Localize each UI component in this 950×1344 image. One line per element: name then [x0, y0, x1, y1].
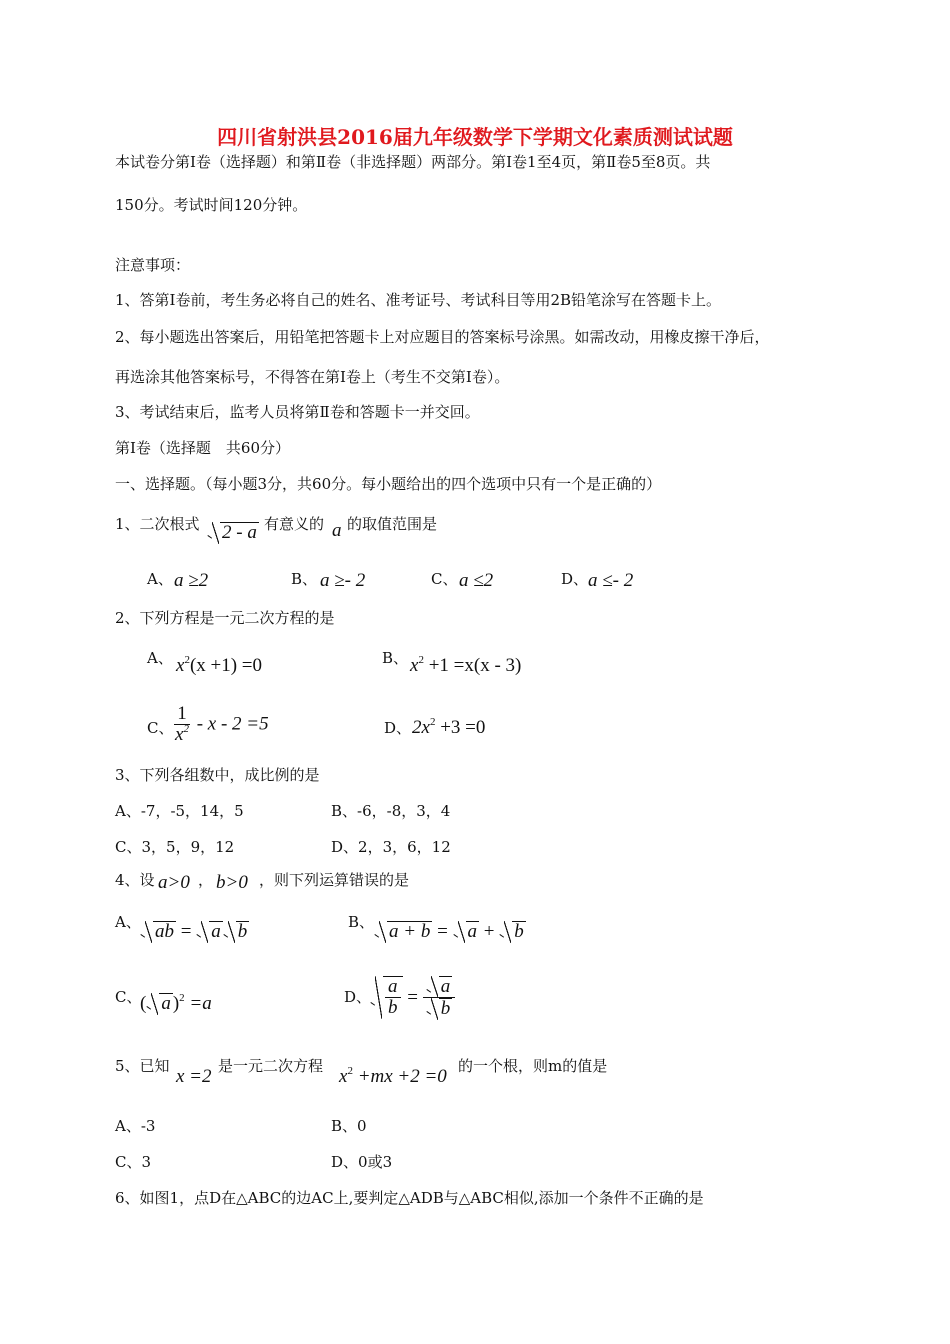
q5-option-a: A、-3: [115, 1117, 156, 1135]
q4-b-rad1: a + b: [389, 921, 431, 942]
q5-option-c: C、3: [115, 1153, 152, 1171]
q4-b-plus: +: [483, 921, 495, 942]
q4-option-a-label: A、: [115, 913, 141, 931]
q2-option-d: [412, 717, 485, 739]
q4-option-d: [370, 976, 455, 1020]
q2-a-exp: 2: [184, 654, 190, 666]
q1-option-d: a ≤- 2: [588, 570, 634, 591]
note-1: 1、答第Ⅰ卷前，考生务必将自己的姓名、准考证号、考试科目等用2B铅笔涂写在答题卡上。: [115, 291, 722, 309]
sqrt-symbol: [207, 522, 259, 544]
q1-option-a: a ≥2: [174, 570, 209, 591]
q4-c-exp: 2: [179, 992, 185, 1004]
q4-a-eq: =: [180, 921, 192, 942]
intro-line-2: 150分。考试时间120分钟。: [115, 196, 308, 214]
q3-option-d: D、2，3，6，12: [331, 838, 451, 856]
q4-d-rnum: a: [440, 976, 451, 997]
q4-c-close: ): [172, 993, 180, 1014]
sqrt-symbol: [370, 976, 403, 1019]
q2-option-c: [172, 704, 269, 746]
q4-condition-a: a>0: [158, 872, 190, 893]
q2-option-b-label: B、: [382, 649, 409, 667]
q5-eq-rest: +mx +2 =0: [352, 1066, 447, 1087]
q5-eq-exp: 2: [347, 1065, 353, 1077]
q4-stem-post: ，则下列运算错误的是: [259, 871, 410, 889]
q4-condition-b: b>0: [216, 872, 248, 893]
q4-stem-pre: 4、设: [115, 871, 155, 889]
q1-stem-post: 的取值范围是: [347, 515, 438, 533]
q5-stem-pre: 5、已知: [115, 1057, 170, 1075]
q4-d-num: a: [385, 977, 401, 998]
sqrt-symbol: [196, 921, 223, 943]
q2-c-den-exp: 2: [183, 722, 189, 735]
q4-c-open: (: [140, 993, 147, 1014]
q4-d-rden: b: [440, 997, 451, 1019]
q5-eq-base: x: [339, 1066, 348, 1087]
note-3: 3、考试结束后，监考人员将第Ⅱ卷和答题卡一并交回。: [115, 403, 480, 421]
q2-c-num: 1: [174, 704, 190, 725]
q1-radical: [207, 522, 259, 544]
q2-option-b: [410, 655, 521, 677]
q4-option-b: [374, 921, 526, 943]
q4-option-b-label: B、: [348, 913, 375, 931]
intro-line-1: 本试卷分第Ⅰ卷（选择题）和第Ⅱ卷（非选择题）两部分。第Ⅰ卷1至4页，第Ⅱ卷5至8页。共: [115, 153, 711, 171]
q1-option-b-label: B、: [291, 570, 318, 588]
q2-option-c-label: C、: [147, 719, 174, 737]
q5-stem-mid: 是一元二次方程: [218, 1057, 324, 1075]
sqrt-symbol: [426, 998, 453, 1020]
q4-d-eq: =: [407, 986, 418, 1008]
q4-d-fraction: [385, 977, 401, 1019]
q4-d-den: b: [388, 996, 398, 1018]
q1-stem-mid: 有意义的: [264, 515, 325, 533]
q2-b-base: x: [410, 655, 419, 676]
sqrt-symbol: [499, 921, 526, 943]
q2-b-rest: +1 =x(x - 3): [423, 655, 522, 676]
q2-option-d-label: D、: [384, 719, 412, 737]
q4-option-c: [140, 993, 212, 1015]
q3-stem: 3、下列各组数中，成比例的是: [115, 766, 320, 784]
q2-d-pre: 2x: [412, 717, 430, 738]
q2-c-fraction: [172, 704, 192, 746]
q5-option-b: B、0: [331, 1117, 367, 1135]
q6-stem: 6、如图1，点D在△ABC的边AC上,要判定△ADB与△ABC相似,添加一个条件不正确的是: [115, 1189, 704, 1207]
section-heading: 一、选择题。（每小题3分，共60分。每小题给出的四个选项中只有一个是正确的）: [115, 475, 662, 493]
q2-c-den: [172, 722, 192, 746]
q4-a-rad1: ab: [155, 921, 174, 942]
note-2a: 2、每小题选出答案后，用铅笔把答题卡上对应题目的答案标号涂黑。如需改动，用橡皮擦干净后，: [115, 328, 770, 346]
q1-option-a-label: A、: [147, 570, 173, 588]
part-1-heading: 第Ⅰ卷（选择题 共60分）: [115, 439, 291, 457]
q1-variable: a: [332, 520, 342, 541]
q4-option-c-label: C、: [115, 988, 142, 1006]
q5-equation: [339, 1066, 447, 1088]
q2-d-rest: +3 =0: [435, 717, 486, 738]
q2-d-exp: 2: [429, 716, 436, 728]
q2-c-den-base: x: [175, 723, 184, 745]
q1-option-d-label: D、: [561, 570, 589, 588]
q2-stem: 2、下列方程是一元二次方程的是: [115, 609, 335, 627]
sqrt-symbol: [453, 921, 480, 943]
q1-option-c: a ≤2: [459, 570, 494, 591]
q2-b-exp: 2: [418, 654, 424, 666]
q4-b-eq: =: [437, 921, 448, 942]
q2-option-a: [176, 655, 262, 677]
q2-c-rest: - x - 2 =5: [196, 713, 269, 735]
q4-separator: ，: [198, 871, 214, 889]
sqrt-symbol: [374, 921, 432, 943]
q1-stem-pre: 1、二次根式: [115, 515, 200, 533]
q4-a-rad3: b: [237, 921, 248, 942]
q5-root: x =2: [176, 1066, 212, 1087]
q4-c-rad: a: [161, 993, 171, 1014]
q1-radicand: 2 - a: [222, 522, 257, 543]
q3-option-c: C、3，5，9，12: [115, 838, 235, 856]
note-2b: 再选涂其他答案标号，不得答在第Ⅰ卷上（考生不交第Ⅰ卷）。: [115, 368, 510, 386]
q2-a-rest: (x +1) =0: [189, 655, 263, 676]
q5-option-d: D、0或3: [331, 1153, 393, 1171]
sqrt-symbol: [223, 921, 250, 943]
q4-d-rhs-fraction: [423, 976, 456, 1020]
q5-stem-post: 的一个根，则m的值是: [458, 1057, 608, 1075]
q4-c-rest: =a: [184, 993, 212, 1014]
q3-option-a: A、-7，-5，14，5: [115, 802, 244, 820]
sqrt-symbol: [146, 993, 173, 1015]
q4-option-a: [140, 921, 249, 943]
page-title: 四川省射洪县2016届九年级数学下学期文化素质测试试题: [217, 125, 733, 149]
q2-a-base: x: [176, 655, 185, 676]
q1-option-c-label: C、: [431, 570, 458, 588]
sqrt-symbol: [426, 976, 453, 997]
q4-a-rad2: a: [211, 921, 221, 942]
q4-b-rad2: a: [467, 921, 478, 942]
q3-option-b: B、-6，-8，3，4: [331, 802, 451, 820]
q1-option-b: a ≥- 2: [320, 570, 366, 591]
notes-heading: 注意事项：: [115, 256, 191, 274]
q4-option-d-label: D、: [344, 988, 372, 1006]
q2-option-a-label: A、: [147, 649, 173, 667]
sqrt-symbol: [140, 921, 176, 943]
q4-b-rad3: b: [514, 921, 524, 942]
